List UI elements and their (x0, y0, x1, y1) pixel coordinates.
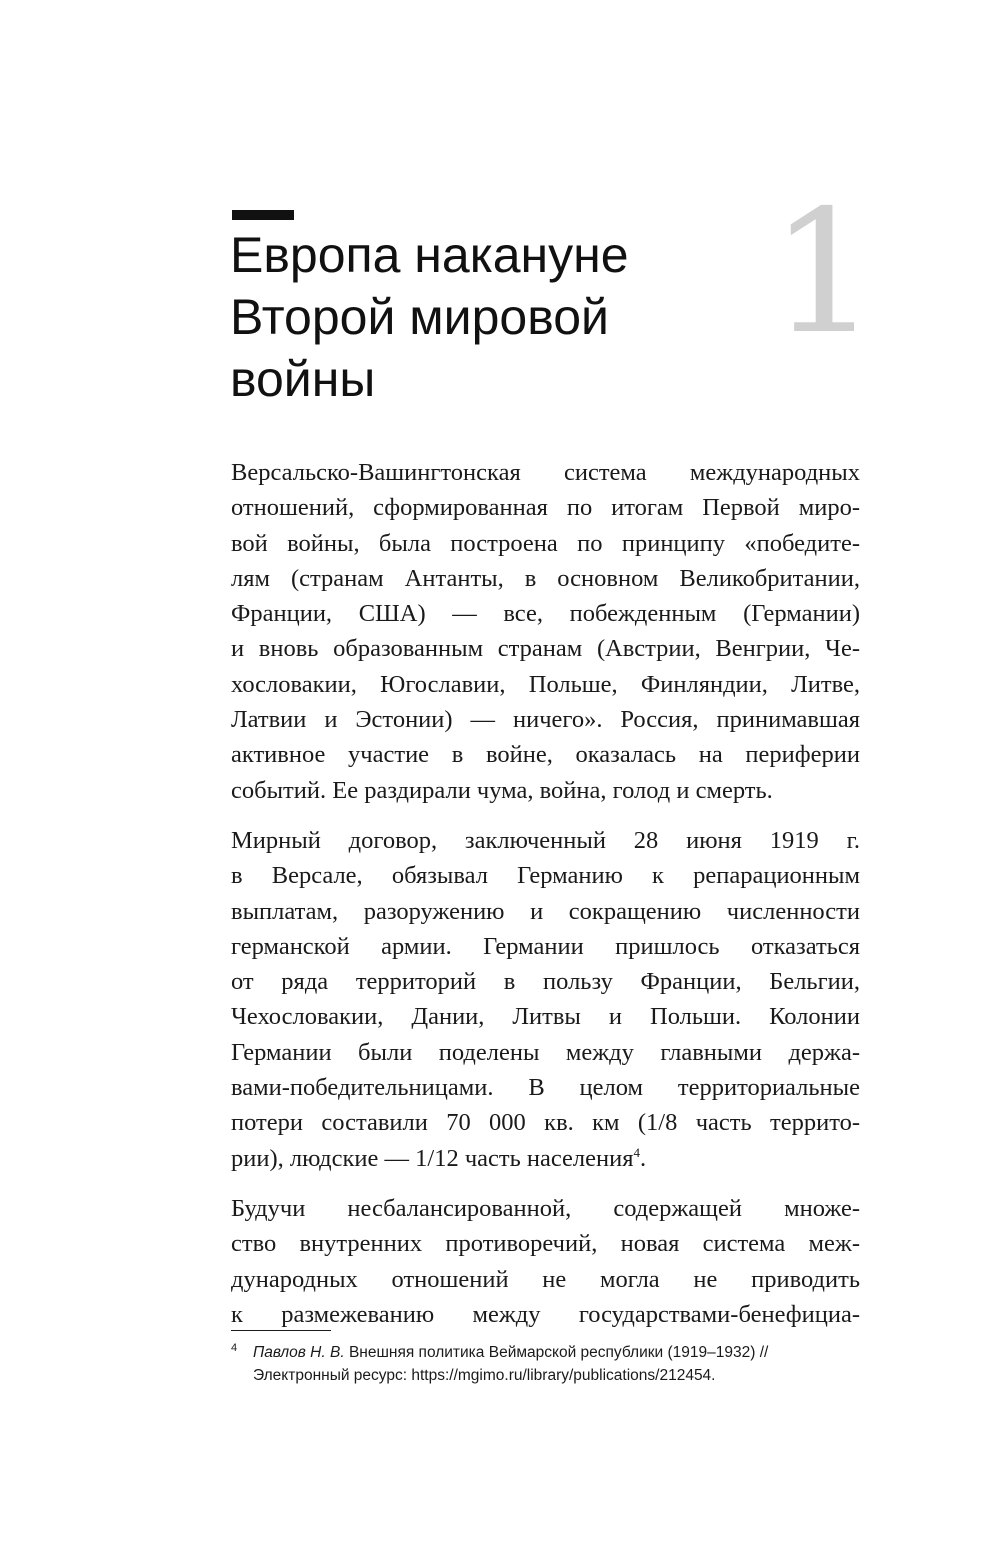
text-line: вой войны, была построена по принципу «победите- (231, 529, 860, 557)
text-line-content: рии), людские — 1/12 часть населения (231, 1144, 634, 1172)
footnote-line: 4 Павлов Н. В. Внешняя политика Веймарской республики (1919–1932) // (231, 1341, 769, 1361)
chapter-title (230, 224, 750, 410)
text-line-end: . (640, 1144, 647, 1172)
footnote-author: Павлов Н. В. (253, 1344, 345, 1361)
text-line: германской армии. Германии пришлось отказаться (231, 932, 860, 960)
text-line (231, 1141, 860, 1176)
text-line: потери составили 70 000 кв. км (1/8 часть террито- (231, 1109, 860, 1137)
text-line: к размежеванию между государствами-бенефициа- (231, 1300, 860, 1328)
paragraph-1 (231, 455, 860, 808)
text-line: активное участие в войне, оказалась на периферии (231, 741, 860, 769)
text-line: Латвии и Эстонии) — ничего». Россия, принимавшая (231, 706, 860, 734)
text-line: в Версале, обязывал Германию к репарационным (231, 862, 860, 890)
text-line: Версальско-Вашингтонская система международных (231, 459, 860, 486)
text-line: и вновь образованным странам (Австрии, Венгрии, Че- (231, 635, 860, 663)
text-line: событий. Ее раздирали чума, война, голод и смерть. (231, 776, 773, 804)
text-line: ство внутренних противоречий, новая система меж- (231, 1230, 860, 1258)
text-line: хословакии, Югославии, Польше, Финляндии, Литве, (231, 670, 860, 698)
chapter-marker-bar (232, 210, 294, 220)
chapter-title-line: Второй мировой (230, 289, 609, 345)
text-line: от ряда территорий в пользу Франции, Бельгии, (231, 968, 860, 996)
text-line: Франции, США) — все, побежденным (Германии) (231, 600, 860, 628)
paragraph-3 (231, 1191, 860, 1332)
text-line: дународных отношений не могла не приводить (231, 1265, 860, 1293)
footnote (231, 1341, 871, 1387)
chapter-title-line: Европа накануне (230, 227, 629, 283)
footnote-line (231, 1364, 871, 1387)
chapter-number: 1 (770, 174, 879, 372)
body-text (231, 455, 860, 1347)
text-line: вами-победительницами. В целом территориальные (231, 1074, 860, 1102)
chapter-title-line: войны (230, 351, 376, 407)
paragraph-2 (231, 823, 860, 1176)
footnote-reference[interactable]: 4 (633, 1144, 641, 1160)
footnote-text: Внешняя политика Веймарской республики (1919–1932) // (344, 1344, 769, 1361)
text-line: Мирный договор, заключенный 28 июня 1919 г. (231, 826, 860, 854)
text-line: Германии были поделены между главными держа- (231, 1038, 860, 1066)
text-line: отношений, сформированная по итогам Первой миро- (231, 494, 860, 522)
text-line: Будучи несбалансированной, содержащей множе- (231, 1194, 860, 1222)
text-line: выплатам, разоружению и сокращению численности (231, 897, 860, 925)
text-line: Чехословакии, Дании, Литвы и Польши. Колонии (231, 1003, 860, 1031)
footnote-divider (231, 1330, 331, 1331)
text-line: лям (странам Антанты, в основном Великобритании, (231, 564, 860, 592)
footnote-source: Электронный ресурс: https://mgimo.ru/library/publications/212454. (253, 1367, 716, 1384)
